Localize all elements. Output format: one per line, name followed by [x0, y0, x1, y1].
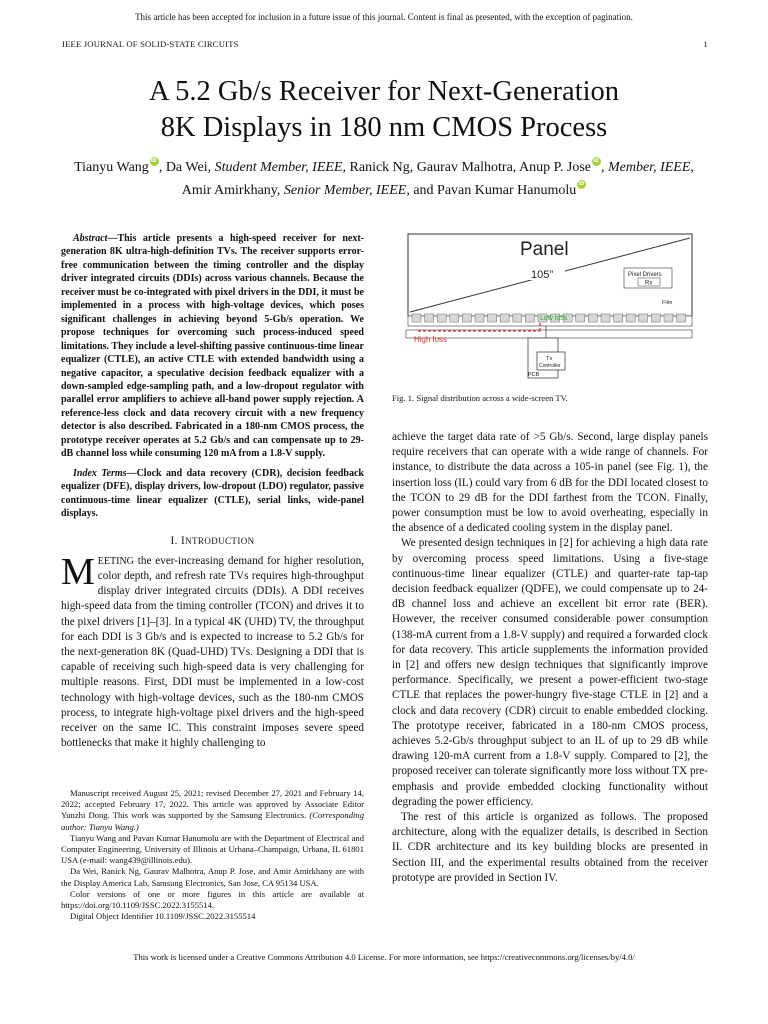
body-paragraph: The rest of this article is organized as follows. The proposed architecture, along with the equalizer details, is described in Section II. CDR architecture and its key building blocks are presented in Section III, and the experimental results obtained from the receiver prototype are provided in Section IV.	[392, 811, 708, 884]
ddi-chip	[651, 314, 660, 322]
rx-label: Rx	[645, 280, 653, 287]
section-numeral: I. I	[170, 534, 186, 547]
ddi-chip	[412, 314, 421, 322]
ddi-chip	[462, 314, 471, 322]
ddi-chip	[601, 314, 610, 322]
low-loss-label: Low loss	[540, 315, 568, 322]
ddi-chip	[513, 314, 522, 322]
ddi-chip	[588, 314, 597, 322]
ddi-chip	[500, 314, 509, 322]
author-name: , Ranick Ng, Gaurav Malhotra, Anup P. Jose	[342, 160, 591, 175]
panel-diagram	[400, 230, 700, 382]
panel-label: Panel	[520, 239, 569, 260]
drop-cap: M	[61, 550, 95, 593]
pixel-drivers-label: Pixel Drivers	[628, 272, 662, 278]
author-role: Senior Member, IEEE	[283, 183, 407, 198]
right-column	[392, 430, 708, 886]
author-name: , Da Wei,	[158, 160, 215, 175]
controller-label: Controller	[539, 363, 561, 369]
journal-name: IEEE JOURNAL OF SOLID-STATE CIRCUITS	[62, 39, 239, 49]
footnote-color-versions[interactable]: Color versions of one or more figures in this article are available at https://doi.org/10.1109/JSSC.2022.3155514.	[61, 888, 364, 911]
author-line-2	[0, 179, 768, 202]
ddi-chip	[677, 314, 686, 322]
section-title: NTRODUCTION	[185, 535, 255, 546]
author-list	[0, 156, 768, 202]
size-label: 105"	[531, 269, 554, 281]
ddi-chip	[576, 314, 585, 322]
left-column	[61, 232, 364, 751]
author-name: Amir Amirkhany,	[181, 183, 284, 198]
footnote-affiliation-2: Da Wei, Ranick Ng, Gaurav Malhotra, Anup P. Jose, and Amir Amirkhany are with the Display America Lab, Samsung Electronics, San Jose, CA 95134 USA.	[61, 866, 364, 888]
tx-label: Tx	[546, 356, 553, 362]
ddi-chip	[475, 314, 484, 322]
orcid-icon[interactable]	[577, 180, 586, 189]
figure-1	[400, 230, 700, 382]
high-loss-label: High loss	[414, 335, 447, 344]
ddi-chip	[437, 314, 446, 322]
figure-caption: Fig. 1. Signal distribution across a wide-screen TV.	[392, 393, 568, 403]
license-notice[interactable]: This work is licensed under a Creative Commons Attribution 4.0 License. For more information, see https://creativecommons.org/licenses/by/4.0/	[133, 952, 635, 962]
author-role: Member, IEEE	[607, 160, 691, 175]
title-line-1: A 5.2 Gb/s Receiver for Next-Generation	[148, 76, 620, 107]
ddi-chip	[639, 314, 648, 322]
footnotes	[61, 788, 364, 922]
ddi-chip	[488, 314, 497, 322]
ddi-chip	[626, 314, 635, 322]
orcid-icon[interactable]	[150, 157, 159, 166]
footnote-affiliation-1: Tianyu Wang and Pavan Kumar Hanumolu are with the Department of Electrical and Computer Engineering, University of Illinois at Urbana–Champaign, Urbana, IL 61801 USA (e-mail: wang439@illinois.edu).	[61, 832, 364, 866]
orcid-icon[interactable]	[592, 157, 601, 166]
ddi-chip	[664, 314, 673, 322]
author-role: Student Member, IEEE	[214, 160, 343, 175]
abstract	[61, 232, 364, 461]
footnote-doi: Digital Object Identifier 10.1109/JSSC.2022.3155514	[70, 911, 256, 922]
body-paragraph: We presented design techniques in [2] for achieving a high data rate by overcoming process speed limitations. Using a five-stage continuous-time linear equalizer (CTLE) and quarter-rate tap-tap decision feedback equalizer (QDFE), we could compensate up to 24-dB channel loss and achieve an excellent bit error rate (BER). However, the receiver consumed considerable power consumption (138-mA current from a 1.8-V supply) and required a forwarded clock for data recovery. This article supplements the information provided in [2] and offers new design techniques that significantly improve performance. Specifically, we present a power-efficient two-stage CTLE that replaces the power-hungry five-stage CTLE in [2] and a clock and data recovery (CDR) circuit to enable embedded clocking. The prototype receiver, fabricated in a 180-nm CMOS process, achieves 5.2-Gb/s throughput subject to an IL of up to 29 dB while drawing 120-mA current from a 1.8-V supply. Compared to [2], the proposed receiver can tolerate significantly more loss without TX pre-emphasis and provide embedded clocking functionality without degrading the power efficiency.	[392, 537, 708, 808]
body-paragraph: achieve the target data rate of >5 Gb/s. Second, large display panels require receivers that can operate with a wide range of channels. For instance, to distribute the data across a 105-in panel (see Fig. 1), the insertion loss (IL) could vary from 6 dB for the DDI located closest to the TCON to 29 dB for the DDI farthest from the TCON. Finally, power consumption must be low to avoid overheating, especially in the absence of a dedicated cooling system in the display panel.	[392, 431, 708, 535]
pcb-label: PCB	[528, 372, 540, 378]
intro-text: the ever-increasing demand for higher resolution, color depth, and refresh rate TVs requires high-throughput display driver integrated circuits (DDIs). A DDI receives high-speed data from the timing controller (TCON) and drives it to the pixel drivers [1]–[3]. In a typical 4K (UHD) TV, the throughput for each DDI is 3 Gb/s and is expected to increase to 5.2 Gb/s for the next-generation 8K (Quad-UHD) TVs. Designing a DDI that is capable of receiving such high-speed data is very challenging for multiple reasons. First, DDI must be implemented in a low-cost technology with high-voltage devices, such as the 180-nm CMOS process, to integrate high-voltage pixel drivers and the high-speed receiver on the same IC. This constraint imposes severe speed bottlenecks that make it highly challenging to	[61, 554, 364, 750]
ddi-chip	[525, 314, 534, 322]
footnote-manuscript: Manuscript received August 25, 2021; revised December 27, 2021 and February 14, 2022; accepted February 17, 2022. This article was approved by Associate Editor Yunzhi Dong. This work was supported by the Samsung Electronics. (Corresponding author: Tianyu Wang.)	[61, 788, 364, 832]
index-terms-lead: Index Terms	[73, 467, 127, 479]
author-line-1: Tianyu WangiD , Da Wei, Student Member, IEEE, Ranick Ng, Gaurav Malhotra, Anup P. JoseiD , Member, IEEE,	[0, 156, 768, 179]
acceptance-notice: This article has been accepted for inclusion in a future issue of this journal. Content is final as presented, with the exception of pagination.	[135, 12, 633, 22]
running-header	[62, 39, 708, 49]
paper-title	[0, 74, 768, 146]
index-terms-body: —Clock and data recovery (CDR), decision feedback equalizer (DFE), display drivers, low-dropout (LDO) regulator, passive continuous-time linear equalizer (CTLE), serial links, wide-panel displays.	[61, 467, 364, 520]
author-name: , and Pavan Kumar Hanumolu	[406, 183, 577, 198]
ddi-chip	[614, 314, 623, 322]
index-terms	[61, 467, 364, 521]
abstract-body: —This article presents a high-speed receiver for next-generation 8K ultra-high-definition TVs. The receiver supports error-free communication between the timing controller and the display driver integrated circuits (DDIs) across various channels. Because the receiver must be co-integrated with pixel drivers in the DDI, it must be implemented in a process with high-voltage devices, which poses significant challenges in achieving beyond 5-Gb/s operation. We propose techniques for overcoming such process-induced speed limitations. They include a level-shifting passive continuous-time linear equalizer (CTLE), an active CTLE with extended bandwidth using a negative capacitor, a speculative decision feedback equalizer with a down-sampled edge-sampling path, and a low-dropout regulator with parallel error amplifiers to achieve all-band power supply rejection. A reference-less clock and data recovery circuit with a new frequency detector is also described. Fabricated in a 180-nm CMOS process, the prototype receiver operates at 5.2 Gb/s and can compensate up to 29-dB channel loss while consuming 120 mA from a 1.8-V supply.	[61, 233, 364, 460]
ddi-chip	[425, 314, 434, 322]
page-number: 1	[703, 39, 708, 49]
author-name: Tianyu Wang	[74, 160, 149, 175]
title-line-2: 8K Displays in 180 nm CMOS Process	[160, 112, 608, 143]
film-label: Film	[662, 300, 673, 306]
intro-first-word: EETING	[97, 555, 134, 567]
abstract-lead: Abstract	[73, 233, 108, 244]
ddi-chip	[450, 314, 459, 322]
section-heading	[61, 534, 364, 549]
intro-paragraph	[61, 550, 364, 752]
